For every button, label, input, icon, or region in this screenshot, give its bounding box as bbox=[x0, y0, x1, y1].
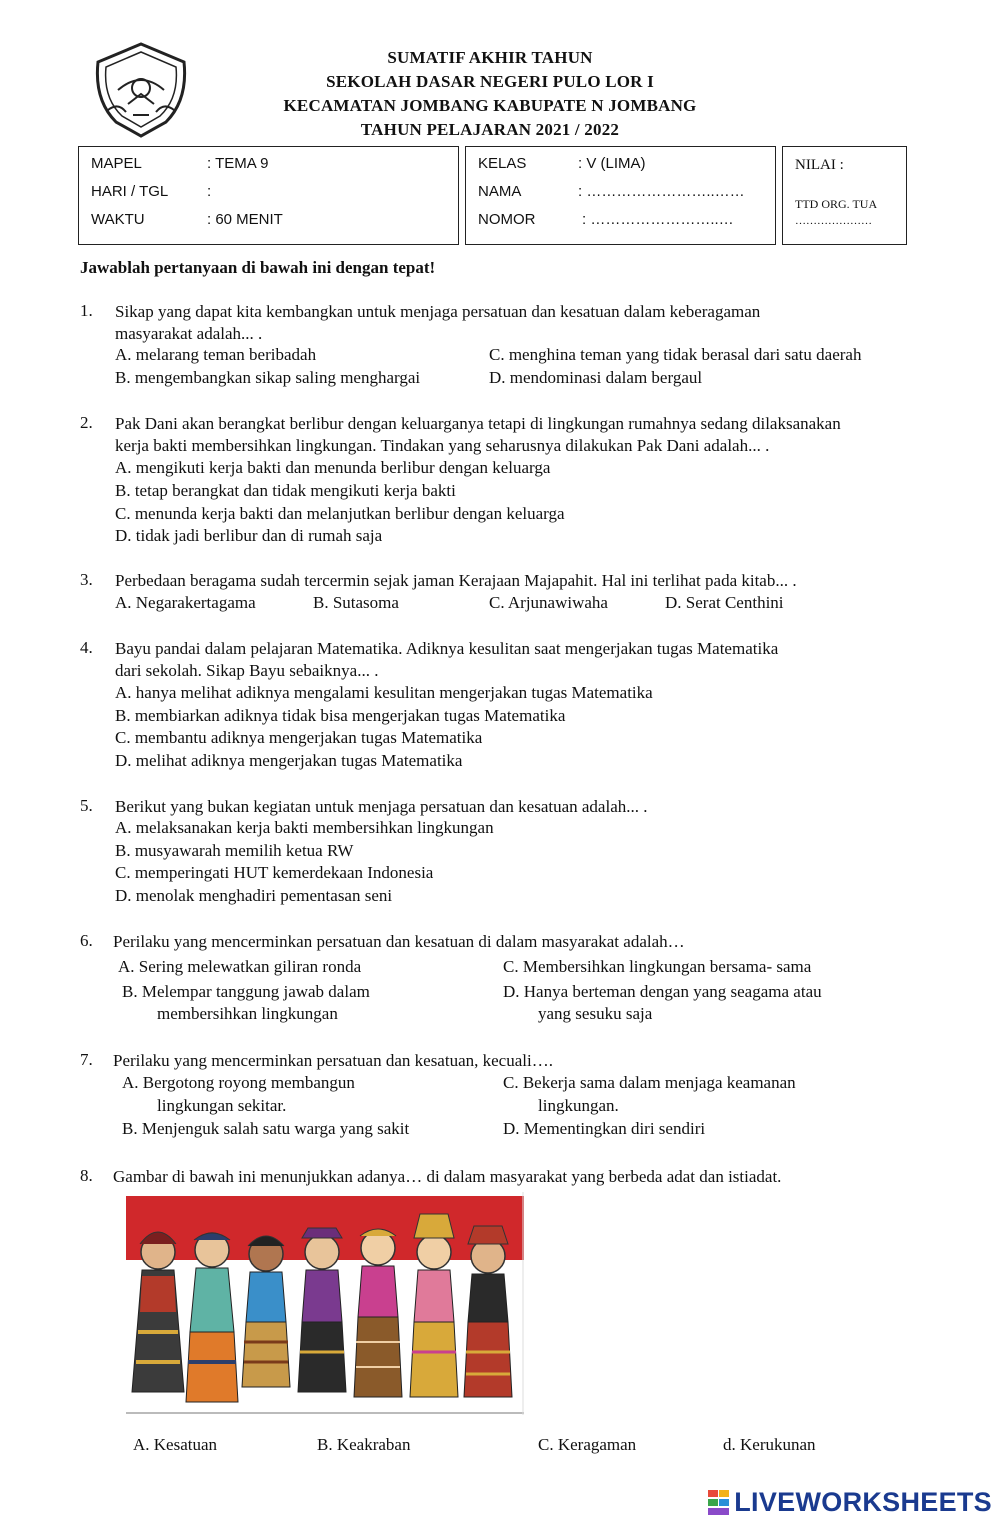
q6-number: 6. bbox=[80, 931, 93, 950]
ttd-dots: ………………… bbox=[795, 215, 872, 227]
header-district: KECAMATAN JOMBANG KABUPATE N JOMBANG bbox=[283, 96, 697, 115]
q7-number: 7. bbox=[80, 1050, 93, 1069]
nama-label: NAMA bbox=[478, 183, 522, 200]
nomor-field[interactable]: : ……………………..… bbox=[582, 211, 734, 228]
q4-option-d[interactable]: D. melihat adiknya mengerjakan tugas Matematika bbox=[115, 751, 463, 770]
q6-option-d-line2[interactable]: yang sesuku saja bbox=[538, 1004, 653, 1023]
waktu-label: WAKTU bbox=[91, 211, 145, 228]
mapel-value: : TEMA 9 bbox=[207, 155, 269, 172]
q2-option-b[interactable]: B. tetap berangkat dan tidak mengikuti kerja bakti bbox=[115, 481, 456, 500]
q8-option-a[interactable]: A. Kesatuan bbox=[133, 1435, 218, 1454]
q4-number: 4. bbox=[80, 638, 93, 657]
q6-option-c[interactable]: C. Membersihkan lingkungan bersama- sama bbox=[503, 957, 812, 976]
q7-option-a-line2[interactable]: lingkungan sekitar. bbox=[157, 1096, 287, 1115]
q8-option-c[interactable]: C. Keragaman bbox=[538, 1435, 637, 1454]
q2-option-d[interactable]: D. tidak jadi berlibur dan di rumah saja bbox=[115, 526, 383, 545]
kelas-label: KELAS bbox=[478, 155, 527, 172]
q1-option-d[interactable]: D. mendominasi dalam bergaul bbox=[489, 368, 703, 387]
q3-option-b[interactable]: B. Sutasoma bbox=[313, 593, 399, 612]
mapel-label: MAPEL bbox=[91, 155, 142, 172]
q8-option-b[interactable]: B. Keakraban bbox=[317, 1435, 411, 1454]
q4-text-line1: Bayu pandai dalam pelajaran Matematika. Adiknya kesulitan saat mengerjakan tugas Matematika bbox=[115, 639, 779, 658]
cultural-diversity-illustration bbox=[126, 1192, 524, 1415]
ttd-label: TTD ORG. TUA bbox=[795, 197, 878, 211]
instruction: Jawablah pertanyaan di bawah ini dengan tepat! bbox=[80, 258, 436, 277]
q7-text-line1: Perilaku yang mencerminkan persatuan dan kesatuan, kecuali…. bbox=[113, 1051, 553, 1070]
q8-option-d[interactable]: d. Kerukunan bbox=[723, 1435, 816, 1454]
q6-option-b-line2[interactable]: membersihkan lingkungan bbox=[157, 1004, 338, 1023]
nomor-label: NOMOR bbox=[478, 211, 536, 228]
student-info-box bbox=[465, 146, 776, 245]
q7-option-a-line1[interactable]: A. Bergotong royong membangun bbox=[122, 1073, 355, 1092]
school-seal bbox=[88, 40, 194, 140]
hari-label: HARI / TGL bbox=[91, 183, 169, 200]
q2-option-c[interactable]: C. menunda kerja bakti dan melanjutkan berlibur dengan keluarga bbox=[115, 504, 565, 523]
subject-info-box bbox=[78, 146, 459, 245]
kelas-value: : V (LIMA) bbox=[578, 155, 646, 172]
q5-option-c[interactable]: C. memperingati HUT kemerdekaan Indonesia bbox=[115, 863, 434, 882]
q5-option-a[interactable]: A. melaksanakan kerja bakti membersihkan lingkungan bbox=[115, 818, 494, 837]
q1-option-b[interactable]: B. mengembangkan sikap saling menghargai bbox=[115, 368, 421, 387]
q6-option-b-line1[interactable]: B. Melempar tanggung jawab dalam bbox=[122, 982, 370, 1001]
q8-text-line1: Gambar di bawah ini menunjukkan adanya… di dalam masyarakat yang berbeda adat dan istiadat. bbox=[113, 1167, 782, 1186]
q3-option-d[interactable]: D. Serat Centhini bbox=[665, 593, 784, 612]
header-title: SUMATIF AKHIR TAHUN bbox=[387, 48, 593, 67]
q3-text-line1: Perbedaan beragama sudah tercermin sejak jaman Kerajaan Majapahit. Hal ini terlihat pada kitab... . bbox=[115, 571, 797, 590]
q2-text-line2: kerja bakti membersihkan lingkungan. Tindakan yang seharusnya dilakukan Pak Dani adalah... . bbox=[115, 436, 770, 455]
liveworksheets-logo bbox=[708, 1487, 992, 1518]
header-school: SEKOLAH DASAR NEGERI PULO LOR I bbox=[326, 72, 654, 91]
q4-option-b[interactable]: B. membiarkan adiknya tidak bisa mengerjakan tugas Matematika bbox=[115, 706, 566, 725]
liveworksheets-icon bbox=[708, 1490, 730, 1516]
q2-option-a[interactable]: A. mengikuti kerja bakti dan menunda berlibur dengan keluarga bbox=[115, 458, 551, 477]
q5-number: 5. bbox=[80, 796, 93, 815]
q1-option-c[interactable]: C. menghina teman yang tidak berasal dari satu daerah bbox=[489, 345, 862, 364]
waktu-value: : 60 MENIT bbox=[207, 211, 283, 228]
q5-option-b[interactable]: B. musyawarah memilih ketua RW bbox=[115, 841, 354, 860]
q7-option-c-line2[interactable]: lingkungan. bbox=[538, 1096, 619, 1115]
q8-number: 8. bbox=[80, 1166, 93, 1185]
q5-option-d[interactable]: D. menolak menghadiri pementasan seni bbox=[115, 886, 393, 905]
nama-field[interactable]: : ……………………..…… bbox=[578, 183, 745, 200]
nilai-label: NILAI : bbox=[795, 157, 844, 173]
q2-text-line1: Pak Dani akan berangkat berlibur dengan keluarganya tetapi di lingkungan rumahnya sedang dilaksanakan bbox=[115, 414, 841, 433]
q1-number: 1. bbox=[80, 301, 93, 320]
q3-option-a[interactable]: A. Negarakertagama bbox=[115, 593, 256, 612]
q4-option-a[interactable]: A. hanya melihat adiknya mengalami kesulitan mengerjakan tugas Matematika bbox=[115, 683, 653, 702]
q5-text-line1: Berikut yang bukan kegiatan untuk menjaga persatuan dan kesatuan adalah... . bbox=[115, 797, 648, 816]
q3-number: 3. bbox=[80, 570, 93, 589]
q3-option-c[interactable]: C. Arjunawiwaha bbox=[489, 593, 608, 612]
q7-option-b[interactable]: B. Menjenguk salah satu warga yang sakit bbox=[122, 1119, 410, 1138]
q6-option-a[interactable]: A. Sering melewatkan giliran ronda bbox=[118, 957, 362, 976]
q7-option-c-line1[interactable]: C. Bekerja sama dalam menjaga keamanan bbox=[503, 1073, 796, 1092]
score-box bbox=[782, 146, 907, 245]
q2-number: 2. bbox=[80, 413, 93, 432]
header-year: TAHUN PELAJARAN 2021 / 2022 bbox=[360, 120, 620, 139]
q4-text-line2: dari sekolah. Sikap Bayu sebaiknya... . bbox=[115, 661, 379, 680]
q1-option-a[interactable]: A. melarang teman beribadah bbox=[115, 345, 317, 364]
q1-text-line1: Sikap yang dapat kita kembangkan untuk menjaga persatuan dan kesatuan dalam keberagaman bbox=[115, 302, 761, 321]
q6-text-line1: Perilaku yang mencerminkan persatuan dan kesatuan di dalam masyarakat adalah… bbox=[113, 932, 685, 951]
hari-value[interactable]: : bbox=[207, 183, 212, 200]
q7-option-d[interactable]: D. Mementingkan diri sendiri bbox=[503, 1119, 706, 1138]
q6-option-d-line1[interactable]: D. Hanya berteman dengan yang seagama atau bbox=[503, 982, 822, 1001]
q1-text-line2: masyarakat adalah... . bbox=[115, 324, 263, 343]
liveworksheets-brand: LIVEWORKSHEETS bbox=[734, 1487, 992, 1517]
q4-option-c[interactable]: C. membantu adiknya mengerjakan tugas Matematika bbox=[115, 728, 483, 747]
